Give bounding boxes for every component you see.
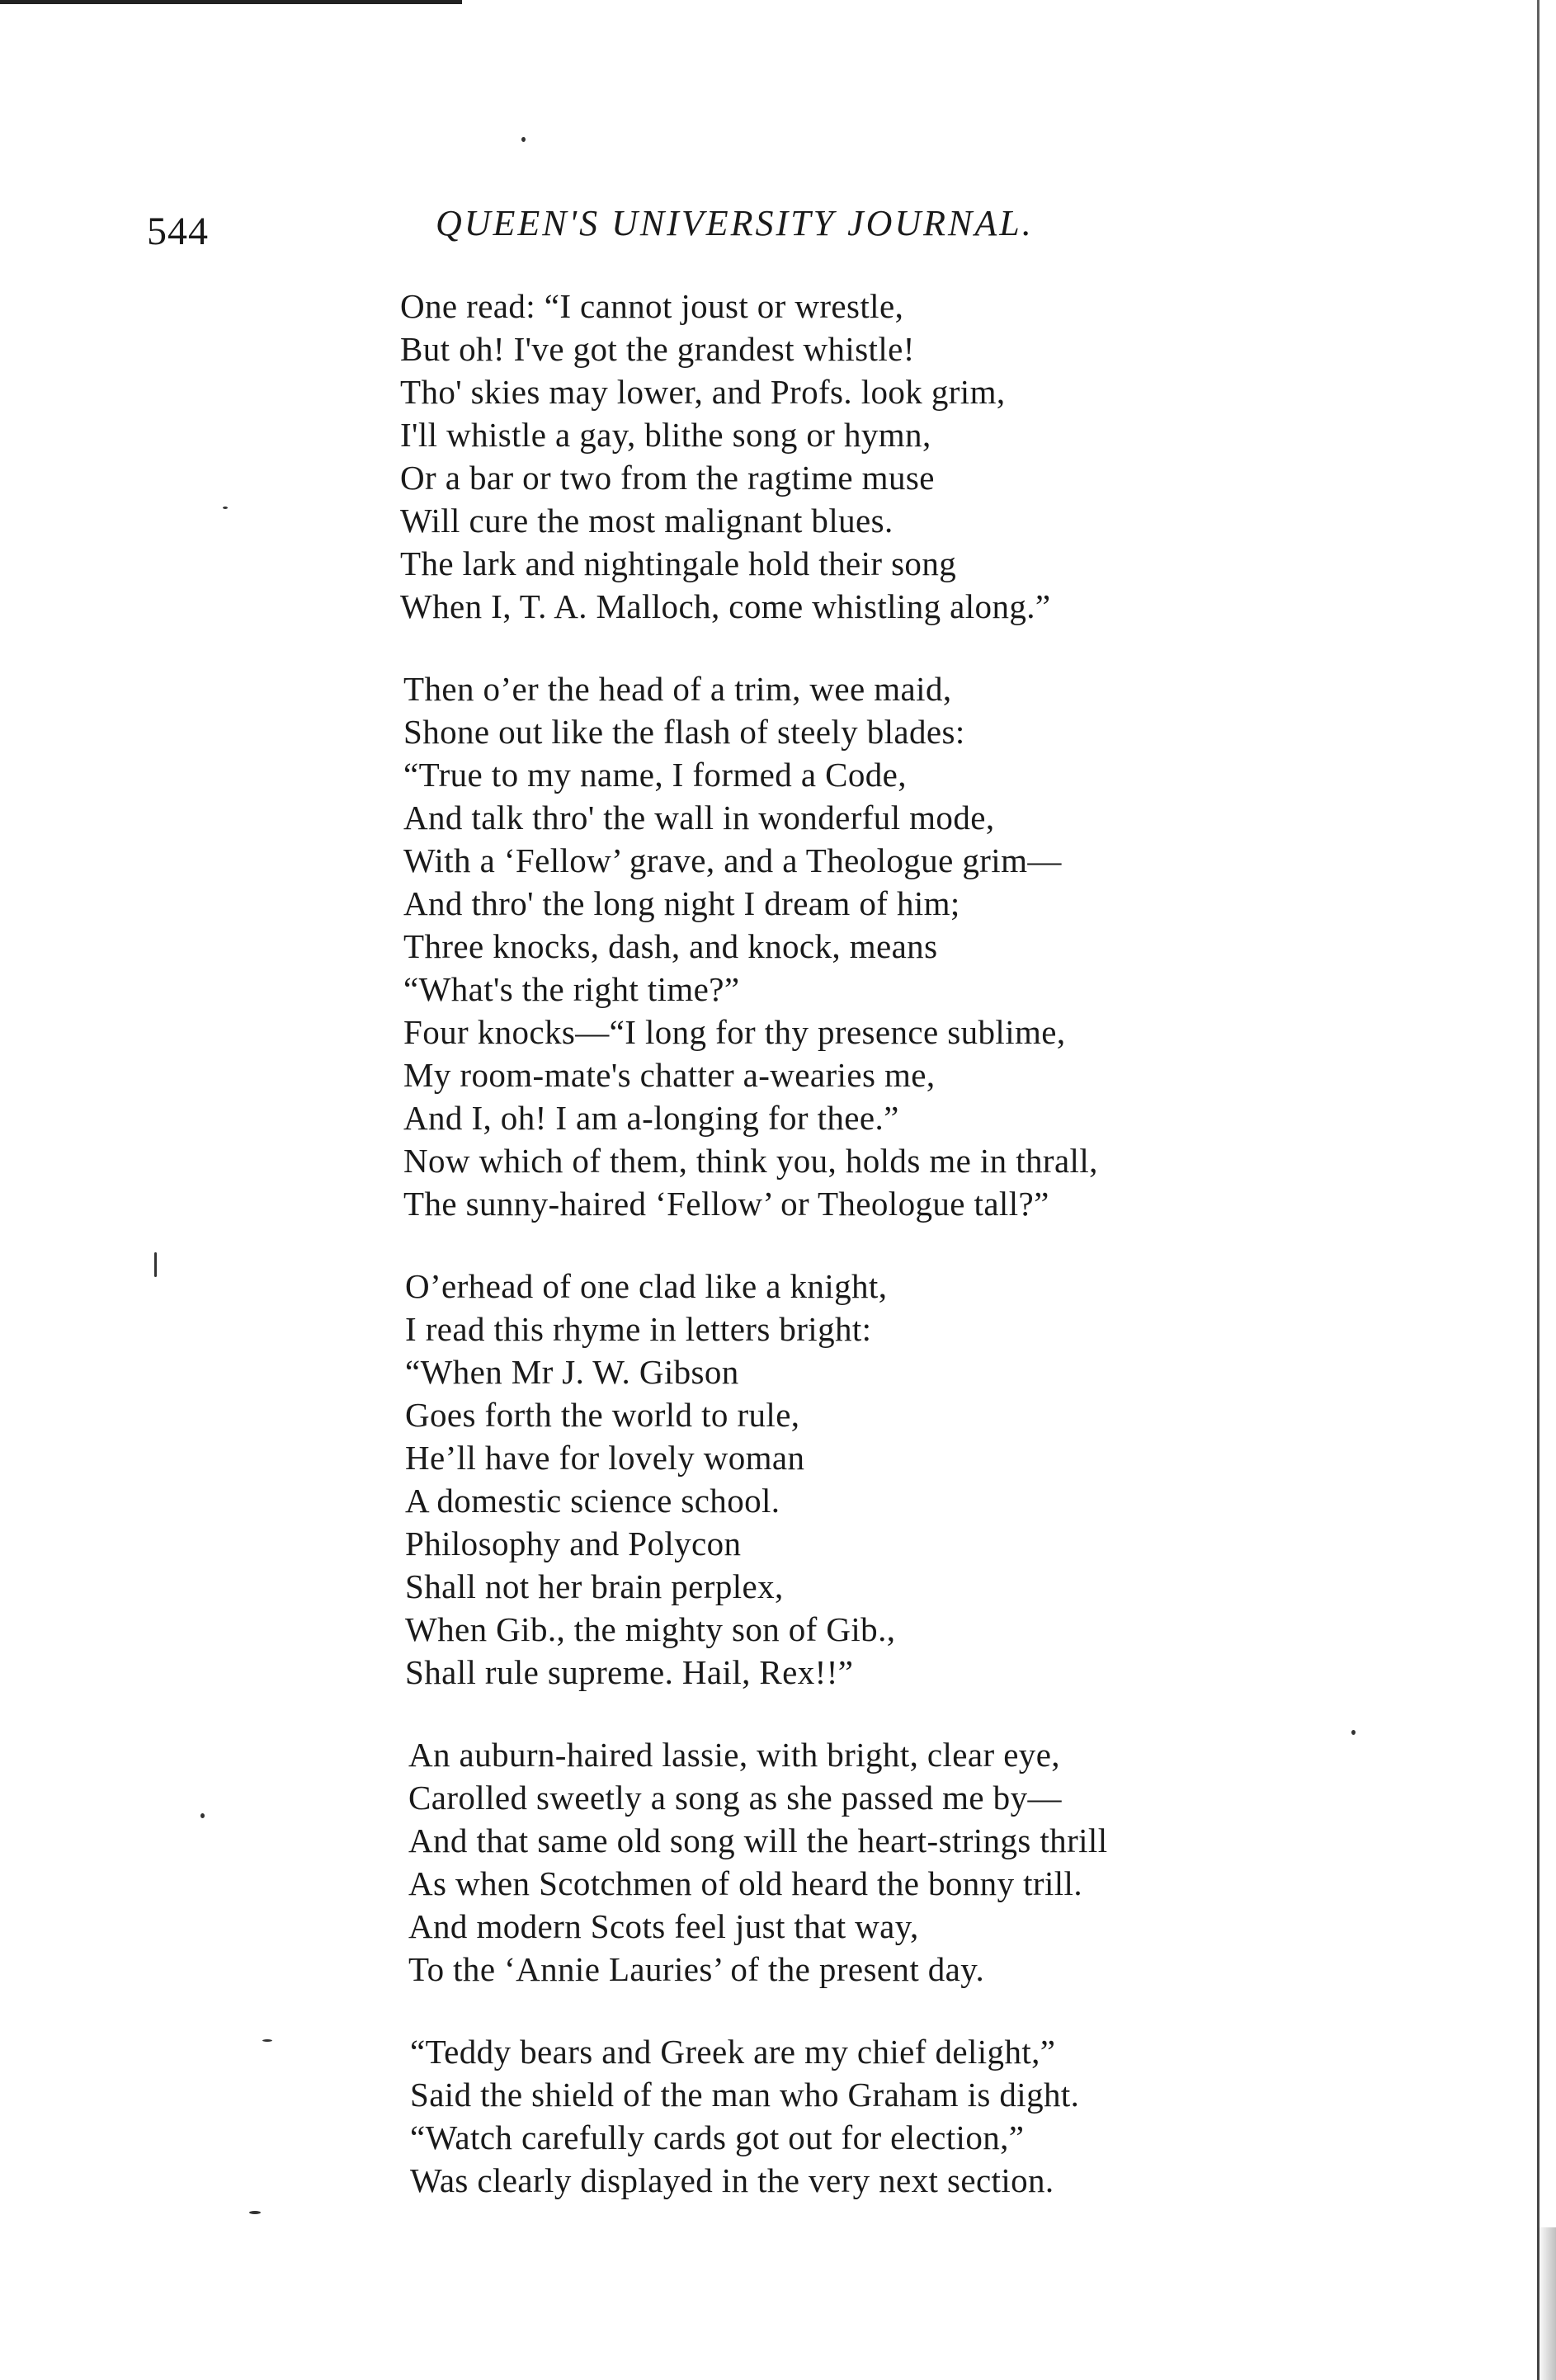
poem-line: With a ‘Fellow’ grave, and a Theologue grim— — [403, 841, 1062, 879]
poem-line: Tho' skies may lower, and Profs. look grim, — [400, 373, 1006, 411]
scan-speck — [521, 137, 526, 142]
journal-title: QUEEN'S UNIVERSITY JOURNAL. — [436, 203, 1034, 243]
page-edge-shadow — [1538, 2227, 1556, 2380]
poem-line: Then o’er the head of a trim, wee maid, — [403, 670, 952, 708]
poem-line: When I, T. A. Malloch, come whistling along.” — [400, 587, 1051, 625]
stanza-4 — [0, 1733, 1556, 1991]
stanza-2 — [0, 667, 1556, 1225]
poem-line: As when Scotchmen of old heard the bonny trill. — [408, 1864, 1082, 1902]
poem-line: Four knocks—“I long for thy presence sublime, — [403, 1013, 1066, 1051]
poem-line: Will cure the most malignant blues. — [400, 502, 894, 540]
poem-line: “When Mr J. W. Gibson — [405, 1353, 739, 1391]
stanza-1 — [0, 285, 1556, 628]
poem-line: He’ll have for lovely woman — [405, 1439, 805, 1477]
poem-line: When Gib., the mighty son of Gib., — [405, 1610, 896, 1648]
top-edge-rule — [0, 0, 462, 4]
poem-line: But oh! I've got the grandest whistle! — [400, 330, 915, 368]
poem-line: Goes forth the world to rule, — [405, 1396, 800, 1434]
poem-line: An auburn-haired lassie, with bright, clear eye, — [408, 1736, 1060, 1774]
poem-line: And I, oh! I am a-longing for thee.” — [403, 1099, 899, 1137]
poem-line: Philosophy and Polycon — [405, 1525, 742, 1562]
poem-line: Carolled sweetly a song as she passed me by— — [408, 1779, 1062, 1817]
poem-body — [0, 285, 1556, 2241]
poem-line: My room-mate's chatter a-wearies me, — [403, 1056, 936, 1094]
poem-line: I read this rhyme in letters bright: — [405, 1310, 872, 1348]
stanza-5 — [0, 2030, 1556, 2202]
poem-line: I'll whistle a gay, blithe song or hymn, — [400, 416, 931, 454]
poem-line: One read: “I cannot joust or wrestle, — [400, 287, 904, 325]
poem-line: And talk thro' the wall in wonderful mode, — [403, 799, 995, 837]
poem-line: Shall not her brain perplex, — [405, 1567, 784, 1605]
poem-line: Or a bar or two from the ragtime muse — [400, 459, 935, 497]
poem-line: Now which of them, think you, holds me in thrall, — [403, 1142, 1098, 1180]
poem-line: And that same old song will the heart-strings thrill — [408, 1822, 1108, 1859]
page-header — [0, 202, 1556, 260]
poem-line: “True to my name, I formed a Code, — [403, 756, 907, 794]
poem-line: And thro' the long night I dream of him; — [403, 884, 960, 922]
poem-line: Said the shield of the man who Graham is dight. — [410, 2076, 1080, 2114]
poem-line: The lark and nightingale hold their song — [400, 544, 957, 582]
page-number: 544 — [147, 210, 209, 253]
poem-line: Shone out like the flash of steely blades: — [403, 713, 965, 751]
poem-line: “What's the right time?” — [403, 970, 740, 1008]
poem-line: To the ‘Annie Lauries’ of the present day. — [408, 1950, 985, 1988]
poem-line: And modern Scots feel just that way, — [408, 1907, 919, 1945]
poem-line: Shall rule supreme. Hail, Rex!!” — [405, 1653, 854, 1691]
poem-line: A domestic science school. — [405, 1482, 780, 1520]
poem-line: “Teddy bears and Greek are my chief delight,” — [410, 2033, 1056, 2071]
poem-line: “Watch carefully cards got out for election,” — [410, 2118, 1025, 2156]
poem-line: The sunny-haired ‘Fellow’ or Theologue tall?” — [403, 1185, 1049, 1223]
poem-line: Was clearly displayed in the very next section. — [410, 2161, 1054, 2199]
stanza-3 — [0, 1265, 1556, 1694]
poem-line: Three knocks, dash, and knock, means — [403, 927, 938, 965]
poem-line: O’erhead of one clad like a knight, — [405, 1267, 888, 1305]
